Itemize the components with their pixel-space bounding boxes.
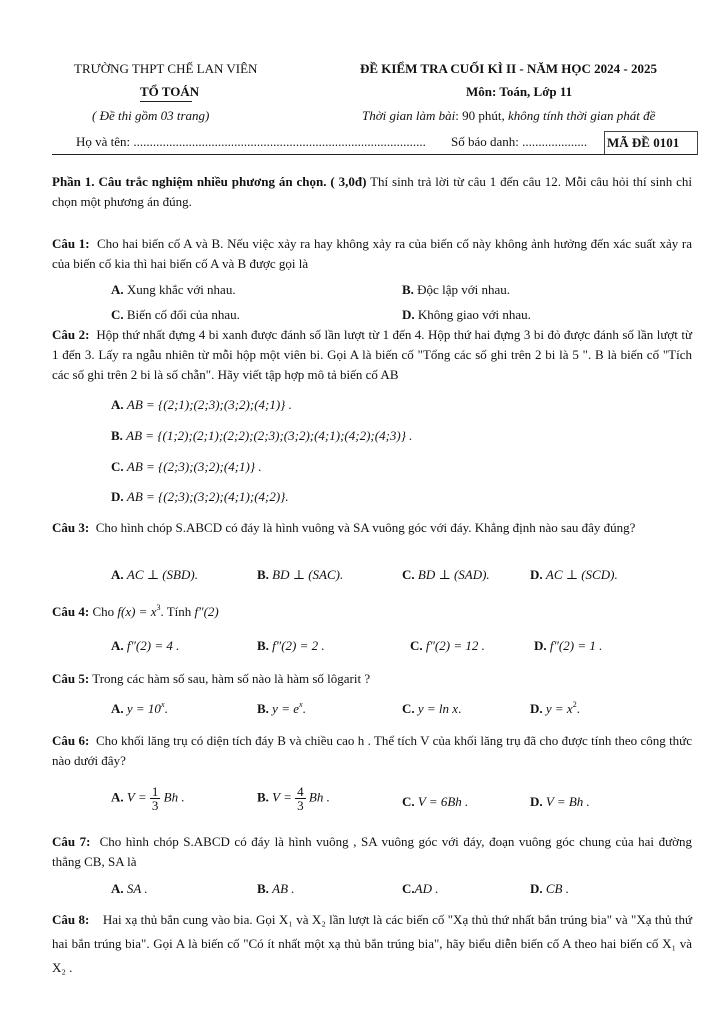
q2-option-c[interactable]: C. AB = {(2;3);(3;2);(4;1)} . bbox=[111, 459, 262, 474]
question-label: Câu 3: bbox=[52, 520, 90, 535]
q2-option-a[interactable]: A. AB = {(2;1);(2;3);(3;2);(4;1)} . bbox=[111, 397, 292, 412]
q2-option-d[interactable]: D. AB = {(2;3);(3;2);(4;1);(4;2)}. bbox=[111, 489, 289, 504]
q6-option-d[interactable]: D. V = Bh . bbox=[530, 794, 590, 809]
question-text: Hai xạ thủ bắn cung vào bia. Gọi X₁ và X₂ lần lượt là các biến cố "Xạ thủ thứ nhất bắn trúng bia" và "Xạ thủ thứ hai bắn trúng bia". Gọi A là biến cố "Có ít nhất một xạ thủ bắn trúng bia", hãy biểu diễn biến cố A theo hai biến cố X₁ và X₂ . bbox=[52, 912, 692, 975]
question-label: Câu 7: bbox=[52, 834, 91, 849]
question-2 bbox=[52, 325, 692, 385]
q7-option-a[interactable]: A. SA . bbox=[111, 881, 148, 896]
q4-option-a[interactable]: A. f″(2) = 4 . bbox=[111, 638, 180, 653]
question-label: Câu 8: bbox=[52, 912, 90, 927]
time-suffix: không tính thời gian phát đề bbox=[508, 108, 656, 123]
q5-option-c[interactable]: C. y = ln x. bbox=[402, 701, 462, 716]
q6-option-c[interactable]: C. V = 6Bh . bbox=[402, 794, 469, 809]
question-label: Câu 5: bbox=[52, 671, 90, 686]
q5-option-a[interactable]: A. $y = 10^x$. bbox=[111, 700, 168, 716]
id-field: Số báo danh: .................... bbox=[451, 134, 588, 149]
q3-option-a[interactable]: A. AC ⊥ (SBD). bbox=[111, 567, 198, 582]
q5-option-b[interactable]: B. $y = e^x$. bbox=[257, 700, 306, 716]
part1-heading bbox=[52, 172, 692, 212]
q4-option-d[interactable]: D. f″(2) = 1 . bbox=[534, 638, 603, 653]
question-text: Trong các hàm số sau, hàm số nào là hàm số lôgarit ? bbox=[92, 671, 371, 686]
part1-title: Phần 1. Câu trắc nghiệm nhiều phương án chọn. ( 3,0đ) bbox=[52, 174, 367, 189]
question-label: Câu 6: bbox=[52, 733, 90, 748]
subject-line: Môn: Toán, Lớp 11 bbox=[466, 84, 573, 99]
fraction: $\frac{4}{3}$ bbox=[297, 784, 304, 813]
question-text: Cho hình chóp S.ABCD có đáy là hình vuông và SA vuông góc với đáy. Khẳng định nào sau đây đúng? bbox=[95, 520, 636, 535]
pages-note: ( Đề thi gồm 03 trang) bbox=[92, 108, 210, 123]
question-5 bbox=[52, 669, 692, 689]
time-prefix: Thời gian làm bài bbox=[362, 108, 456, 123]
q7-option-d[interactable]: D. CB . bbox=[530, 881, 570, 896]
question-label: Câu 2: bbox=[52, 327, 90, 342]
question-label: Câu 1: bbox=[52, 236, 90, 251]
question-3 bbox=[52, 518, 692, 538]
q7-option-b[interactable]: B. AB . bbox=[257, 881, 295, 896]
department-underline bbox=[140, 101, 192, 102]
part1-instruction: Thí sinh trả lời từ câu 1 đến câu 12. Mỗi câu hỏi thí sinh chỉ chọn một phương án đúng. bbox=[52, 174, 693, 209]
question-text: Cho hình chóp S.ABCD có đáy là hình vuông , SA vuông góc với đáy, đoạn vuông góc chung của hai đường thẳng CB, SA là bbox=[52, 834, 692, 869]
department-name: TỔ TOÁN bbox=[140, 84, 200, 99]
question-text: Cho khối lăng trụ có diện tích đáy B và chiều cao h . Thể tích V của khối lăng trụ đã cho được tính theo công thức nào dưới đây? bbox=[52, 733, 692, 768]
time-line bbox=[362, 108, 655, 124]
q2-option-b[interactable]: B. AB = {(1;2);(2;1);(2;2);(2;3);(3;2);(4;1);(4;2);(4;3)} . bbox=[111, 428, 413, 443]
name-field: Họ và tên: .......................................................................................... bbox=[76, 134, 426, 149]
question-1 bbox=[52, 234, 692, 274]
q1-option-d[interactable]: D. Không giao với nhau. bbox=[402, 307, 531, 322]
exam-code: MÃ ĐỀ 0101 bbox=[607, 135, 680, 150]
fraction: $\frac{1}{3}$ bbox=[151, 784, 159, 813]
q4-option-c[interactable]: C. f″(2) = 12 . bbox=[410, 638, 485, 653]
header-rule bbox=[52, 154, 697, 155]
time-value: : 90 phút, bbox=[455, 108, 508, 123]
q5-option-d[interactable]: D. $y = x^2$. bbox=[530, 700, 580, 716]
q3-option-c[interactable]: C. BD ⊥ (SAD). bbox=[402, 567, 490, 582]
school-name: TRƯỜNG THPT CHẾ LAN VIÊN bbox=[74, 61, 258, 76]
question-8 bbox=[52, 908, 692, 980]
question-4: Câu 4: Cho $f(x) = x^3$. Tính f″(2) bbox=[52, 603, 219, 619]
q3-option-d[interactable]: D. AC ⊥ (SCD). bbox=[530, 567, 618, 582]
q1-option-a[interactable]: A. Xung khắc với nhau. bbox=[111, 282, 236, 297]
question-7 bbox=[52, 832, 692, 872]
q1-option-c[interactable]: C. Biến cố đối của nhau. bbox=[111, 307, 240, 322]
question-text: Hộp thứ nhất đựng 4 bi xanh được đánh số lần lượt từ 1 đến 4. Hộp thứ hai đựng 3 bi đỏ được đánh số lần lượt từ 1 đến 3. Lấy ra ngẫu nhiên từ mỗi hộp một viên bi. Gọi A là biến cố "Tổng các số ghi trên 2 bi là 5 ". B là biến cố "Tích các số ghi trên 2 bi là số chẵn". Hãy viết tập hợp mô tả biến cố AB bbox=[52, 327, 692, 382]
question-6 bbox=[52, 731, 692, 771]
q6-option-a[interactable]: A. V = $\frac{1}{3}$ Bh . bbox=[111, 784, 185, 813]
exam-title: ĐỀ KIỂM TRA CUỐI KÌ II - NĂM HỌC 2024 - 2025 bbox=[360, 61, 657, 76]
q6-option-b[interactable]: B. V = $\frac{4}{3}$ Bh . bbox=[257, 784, 330, 813]
q3-option-b[interactable]: B. BD ⊥ (SAC). bbox=[257, 567, 344, 582]
question-text: Cho hai biến cố A và B. Nếu việc xảy ra hay không xảy ra của biến cố này không ảnh hưởng đến xác suất xảy ra của biến cố kia thì hai biến cố A và B được gọi là bbox=[52, 236, 692, 271]
q7-option-c[interactable]: C.AD . bbox=[402, 881, 439, 896]
q4-option-b[interactable]: B. f″(2) = 2 . bbox=[257, 638, 325, 653]
question-label: Câu 4: bbox=[52, 604, 90, 619]
q1-option-b[interactable]: B. Độc lập với nhau. bbox=[402, 282, 510, 297]
